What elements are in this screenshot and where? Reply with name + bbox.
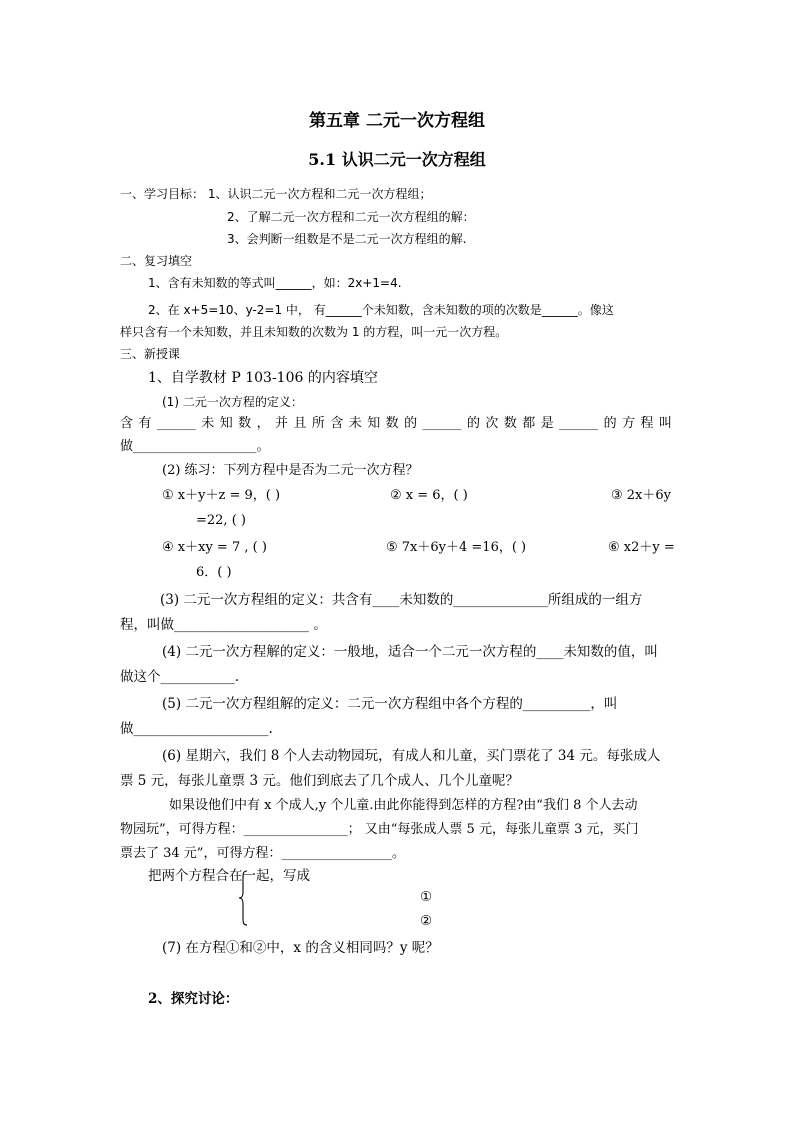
text-fragment: 叫 bbox=[658, 416, 672, 431]
text-fragment: 数 bbox=[503, 416, 517, 431]
text-fragment: 未 bbox=[201, 416, 215, 431]
text-fragment: 程 bbox=[640, 416, 654, 431]
problem-6-line2: 票 5 元，每张儿童票 3 元。他们到底去了几个成人、几个儿童呢？ bbox=[120, 773, 519, 789]
self-study-instruction: 1、自学教材 P 103-106 的内容填空 bbox=[148, 370, 378, 386]
text-fragment: ， bbox=[256, 416, 270, 431]
goal-item-3: 3、会判断一组数是不是二元一次方程组的解. bbox=[227, 232, 467, 246]
chapter-title: 第五章 二元一次方程组 bbox=[309, 111, 485, 131]
text-fragment: 的 bbox=[404, 416, 418, 431]
section-2-heading: 2、探究讨论： bbox=[148, 991, 239, 1007]
goals-heading: 一、学习目标： 1、认识二元一次方程和二元一次方程组； bbox=[120, 187, 432, 201]
text-fragment: 知 bbox=[367, 416, 381, 431]
text-fragment: 数 bbox=[238, 416, 252, 431]
review-heading: 二、复习填空 bbox=[120, 254, 193, 268]
problem-6-line4: 物园玩”，可得方程：________________； 又由“每张成人票 5 元，每张儿童票 3 元，买门 bbox=[120, 822, 639, 837]
exercise-3-continued: =22, ( ) bbox=[196, 513, 246, 528]
text-fragment: 知 bbox=[219, 416, 233, 431]
text-fragment: 含 bbox=[330, 416, 344, 431]
definition-5-line1: (5) 二元一次方程组解的定义：二元一次方程组中各个方程的__________，叫 bbox=[162, 696, 618, 712]
text-fragment: 并 bbox=[275, 416, 289, 431]
text-fragment: 次 bbox=[485, 416, 499, 431]
text-fragment: 含 bbox=[120, 416, 134, 431]
review-question-1: 1、含有未知数的等式叫______，如：2x+1=4. bbox=[148, 276, 402, 290]
equation-marker-1: ① bbox=[420, 889, 433, 905]
text-fragment: 且 bbox=[293, 416, 307, 431]
blank: ______ bbox=[156, 416, 196, 431]
text-fragment: 是 bbox=[540, 416, 554, 431]
practice-heading: (2) 练习：下列方程中是否为二元一次方程？ bbox=[162, 463, 419, 478]
definition-3-line1: (3) 二元一次方程组的定义：共含有____未知数的______________所组成的一组方 bbox=[160, 592, 643, 608]
definition-4-line1: (4) 二元一次方程解的定义：一般地，适合一个二元一次方程的____未知数的值，叫 bbox=[162, 644, 658, 660]
section-title: 5.1 认识二元一次方程组 bbox=[308, 150, 486, 169]
left-brace-icon bbox=[238, 870, 248, 926]
definition-4-line2: 做这个___________. bbox=[120, 669, 240, 685]
exercise-1: ① x＋y＋z = 9，( ) bbox=[162, 488, 281, 503]
text-fragment: 所 bbox=[311, 416, 325, 431]
exercise-6-continued: 6．( ) bbox=[196, 565, 232, 580]
equation-marker-2: ② bbox=[420, 913, 433, 929]
exercise-2: ② x = 6，( ) bbox=[390, 488, 468, 503]
text-fragment: 都 bbox=[522, 416, 536, 431]
exercise-4: ④ x＋xy = 7 , ( ) bbox=[162, 540, 267, 555]
definition-1-line2: 做___________________。 bbox=[120, 439, 270, 454]
problem-6-line5: 票去了 34 元”，可得方程：_________________。 bbox=[120, 846, 405, 861]
definition-3-line2: 程，叫做____________________ 。 bbox=[120, 617, 327, 633]
definition-1-line1 bbox=[120, 415, 672, 433]
definition-5-line2: 做____________________. bbox=[120, 721, 273, 737]
combine-equations-text: 把两个方程合在一起，写成 bbox=[148, 868, 310, 884]
new-lesson-heading: 三、新授课 bbox=[120, 347, 181, 361]
review-question-2-line1: 2、在 x+5=10、y-2=1 中， 有______个未知数，含未知数的项的次数是______。像这 bbox=[148, 303, 614, 317]
text-fragment: 数 bbox=[385, 416, 399, 431]
blank: ______ bbox=[559, 416, 599, 431]
text-fragment: 有 bbox=[138, 416, 152, 431]
text-fragment: 方 bbox=[622, 416, 636, 431]
review-question-2-line2: 样只含有一个未知数，并且未知数的次数为 1 的方程，叫一元一次方程。 bbox=[120, 325, 508, 339]
goal-item-2: 2、了解二元一次方程和二元一次方程组的解： bbox=[227, 210, 475, 224]
definition-1-heading: (1) 二元一次方程的定义： bbox=[162, 395, 303, 409]
exercise-3: ③ 2x＋6y bbox=[611, 488, 672, 503]
text-fragment: 的 bbox=[603, 416, 617, 431]
exercise-6: ⑥ x2＋y = bbox=[608, 540, 675, 555]
problem-6-line1: (6) 星期六，我们 8 个人去动物园玩，有成人和儿童，买门票花了 34 元。每张成人 bbox=[162, 748, 661, 764]
problem-6-line3: 如果设他们中有 x 个成人,y 个儿童.由此你能得到怎样的方程?由“我们 8 个人去动 bbox=[169, 798, 638, 813]
exercise-5: ⑤ 7x＋6y＋4 =16，( ) bbox=[386, 540, 527, 555]
blank: ______ bbox=[422, 416, 462, 431]
question-7: (7) 在方程①和②中，x 的含义相同吗？y 呢？ bbox=[162, 940, 439, 956]
text-fragment: 未 bbox=[348, 416, 362, 431]
text-fragment: 的 bbox=[466, 416, 480, 431]
